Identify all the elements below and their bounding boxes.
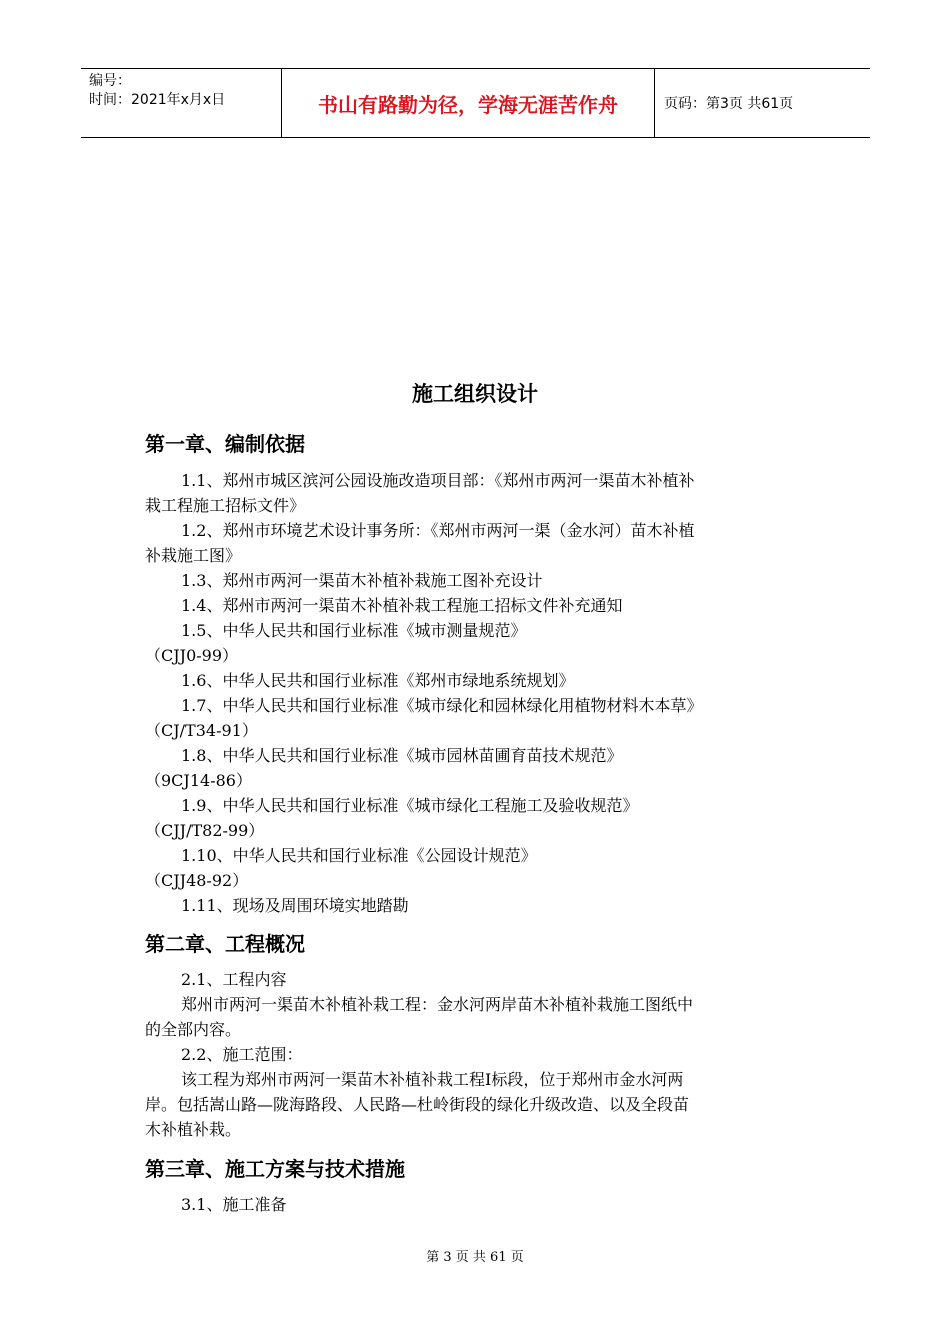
time-label: 时间：2021年x月x日	[89, 92, 226, 108]
body-line: 1.4、郑州市两河一渠苗木补植补栽工程施工招标文件补充通知	[181, 596, 623, 615]
body-line: 1.3、郑州市两河一渠苗木补植补栽施工图补充设计	[181, 571, 543, 590]
body-line: 补栽施工图》	[145, 546, 242, 565]
chapter-3-heading: 第三章、施工方案与技术措施	[145, 1157, 405, 1181]
body-line: 2.1、工程内容	[181, 970, 287, 989]
body-line: 1.6、中华人民共和国行业标准《郑州市绿地系统规划》	[181, 671, 575, 690]
body-line: 3.1、施工准备	[181, 1195, 287, 1214]
body-line: （CJJ/T82-99）	[145, 821, 265, 840]
body-line: 2.2、施工范围：	[181, 1045, 303, 1064]
header-page-info: 页码：第3页 共61页	[664, 96, 794, 112]
body-line: 1.8、中华人民共和国行业标准《城市园林苗圃育苗技术规范》	[181, 746, 623, 765]
body-line: （9CJ14-86）	[145, 771, 252, 790]
header-meta	[81, 69, 281, 137]
body-line: 该工程为郑州市两河一渠苗木补植补栽工程Ⅰ标段，位于郑州市金水河两	[181, 1070, 684, 1089]
document-title: 施工组织设计	[412, 381, 538, 406]
body-line: 1.2、郑州市环境艺术设计事务所：《郑州市两河一渠（金水河）苗木补植	[181, 521, 695, 540]
number-label: 编号：	[89, 73, 131, 89]
body-line: 1.7、中华人民共和国行业标准《城市绿化和园林绿化用植物材料木本草》	[181, 696, 703, 715]
header-motto: 书山有路勤为径，学海无涯苦作舟	[318, 92, 618, 117]
body-line: 岸。包括嵩山路—陇海路段、人民路—杜岭街段的绿化升级改造、以及全段苗	[145, 1095, 690, 1114]
body-line: 1.11、现场及周围环境实地踏勘	[181, 896, 409, 915]
body-line: （CJJ0-99）	[145, 646, 239, 665]
page-footer: 第 3 页 共 61 页	[426, 1250, 524, 1265]
body-line: 1.9、中华人民共和国行业标准《城市绿化工程施工及验收规范》	[181, 796, 639, 815]
body-line: （CJJ48-92）	[145, 871, 249, 890]
header-divider	[654, 69, 655, 137]
body-line: 1.5、中华人民共和国行业标准《城市测量规范》	[181, 621, 527, 640]
body-line: （CJ/T34-91）	[145, 721, 258, 740]
page-header	[81, 68, 870, 138]
body-line: 栽工程施工招标文件》	[145, 496, 306, 515]
chapter-2-heading: 第二章、工程概况	[145, 932, 305, 956]
body-line: 1.10、中华人民共和国行业标准《公园设计规范》	[181, 846, 537, 865]
chapter-1-heading: 第一章、编制依据	[145, 432, 305, 456]
body-line: 的全部内容。	[145, 1020, 242, 1039]
body-line: 木补植补栽。	[145, 1120, 242, 1139]
body-line: 郑州市两河一渠苗木补植补栽工程：金水河两岸苗木补植补栽施工图纸中	[181, 995, 694, 1014]
body-line: 1.1、郑州市城区滨河公园设施改造项目部：《郑州市两河一渠苗木补植补	[181, 471, 695, 490]
